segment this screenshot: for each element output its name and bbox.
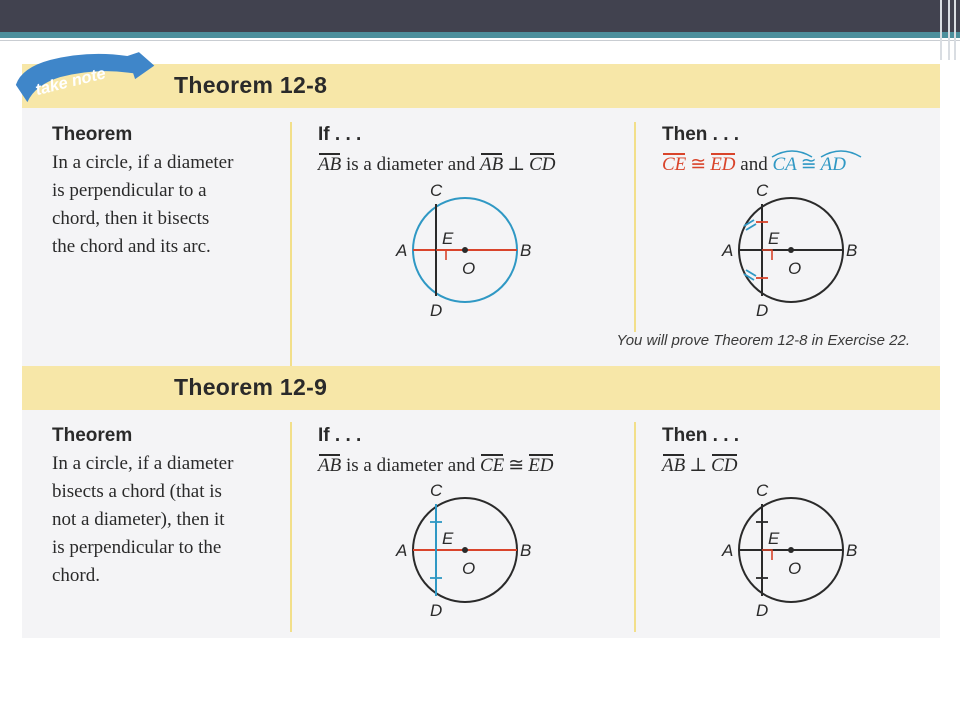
point-label-c: C [430, 482, 443, 500]
theorem-line: is perpendicular to the [52, 537, 222, 558]
point-label-d: D [756, 301, 769, 320]
theorem-12-8-if-diagram [392, 182, 532, 322]
theorem-12-9-if-diagram [392, 482, 532, 622]
theorem-12-8-statement [52, 149, 278, 261]
theorem-12-9-statement [52, 450, 278, 590]
column-divider [634, 422, 636, 632]
then-heading: Then . . . [662, 124, 740, 145]
take-note-card [22, 64, 940, 638]
point-label-e: E [442, 529, 454, 548]
then-text: and [735, 154, 773, 175]
slide-divider-line [0, 40, 960, 41]
point-label-c: C [756, 182, 769, 200]
point-label-e: E [768, 529, 780, 548]
point-label-b: B [520, 541, 532, 560]
point-label-a: A [396, 541, 408, 560]
theorem-heading: Theorem [52, 425, 133, 446]
if-heading: If . . . [318, 124, 362, 145]
slide-top-bar [0, 0, 960, 32]
theorem-line: the chord and its arc. [52, 236, 211, 257]
segment-ed: ED [710, 151, 735, 175]
segment-ce: CE [662, 151, 686, 175]
theorem-line: In a circle, if a diameter [52, 453, 234, 474]
segment-cd: CD [711, 452, 737, 476]
theorem-line: In a circle, if a diameter [52, 152, 234, 173]
theorem-12-8-title: Theorem 12-8 [174, 72, 328, 98]
point-label-b: B [520, 241, 532, 260]
point-label-d: D [430, 301, 443, 320]
column-divider [634, 122, 636, 332]
segment-ab: AB [318, 151, 341, 175]
segment-ab: AB [662, 452, 685, 476]
arc-mark-icon [770, 148, 814, 158]
if-heading: If . . . [318, 425, 362, 446]
congruent-symbol: ≅ [508, 455, 525, 476]
point-label-e: E [768, 229, 780, 248]
theorem-12-9-title: Theorem 12-9 [174, 374, 328, 400]
segment-ab: AB [318, 452, 341, 476]
point-label-e: E [442, 229, 454, 248]
arc-label: CA [772, 154, 797, 175]
column-divider [290, 122, 292, 372]
point-label-d: D [430, 601, 443, 620]
theorem-12-9-title-band [22, 366, 940, 410]
arc-mark-icon [819, 148, 863, 158]
congruent-symbol: ≅ [800, 154, 817, 175]
then-heading: Then . . . [662, 425, 740, 446]
column-divider [290, 422, 292, 632]
theorem-heading: Theorem [52, 124, 133, 145]
arc-ca [772, 154, 796, 175]
point-label-a: A [722, 241, 734, 260]
arc-label: AD [820, 154, 846, 175]
theorem-12-8-then-statement [662, 153, 846, 176]
slide-corner-decoration [932, 0, 960, 60]
theorem-line: is perpendicular to a [52, 180, 207, 201]
point-label-c: C [756, 482, 769, 500]
point-label-d: D [756, 601, 769, 620]
point-label-o: O [462, 559, 476, 578]
theorem-line: chord, then it bisects [52, 208, 210, 229]
theorem-12-9-if-statement [318, 454, 554, 477]
arc-ad [821, 154, 846, 175]
if-text: is a diameter and [341, 154, 480, 175]
congruent-symbol: ≅ [690, 154, 707, 175]
point-label-o: O [788, 559, 802, 578]
slide-accent-stripe [0, 32, 960, 38]
point-label-b: B [846, 241, 858, 260]
point-label-b: B [846, 541, 858, 560]
point-label-o: O [788, 259, 802, 278]
perpendicular-symbol: ⊥ [689, 455, 708, 476]
theorem-line: chord. [52, 565, 101, 586]
segment-ce: CE [480, 452, 504, 476]
point-label-c: C [430, 182, 443, 200]
segment-ed: ED [528, 452, 553, 476]
theorem-line: not a diameter), then it [52, 509, 225, 530]
theorem-12-9-then-diagram [718, 482, 858, 622]
theorem-12-8-exercise-note: You will prove Theorem 12-8 in Exercise 22. [616, 332, 910, 349]
segment-ab: AB [480, 151, 503, 175]
theorem-12-9-then-statement [662, 454, 738, 477]
point-label-a: A [722, 541, 734, 560]
theorem-12-8-then-diagram [718, 182, 858, 322]
segment-cd: CD [529, 151, 555, 175]
if-text: is a diameter and [341, 455, 480, 476]
point-label-a: A [396, 241, 408, 260]
take-note-flag [12, 46, 162, 116]
theorem-12-8-if-statement [318, 153, 555, 176]
point-label-o: O [462, 259, 476, 278]
theorem-line: bisects a chord (that is [52, 481, 222, 502]
perpendicular-symbol: ⊥ [507, 154, 526, 175]
take-note-label: take note [33, 64, 108, 100]
